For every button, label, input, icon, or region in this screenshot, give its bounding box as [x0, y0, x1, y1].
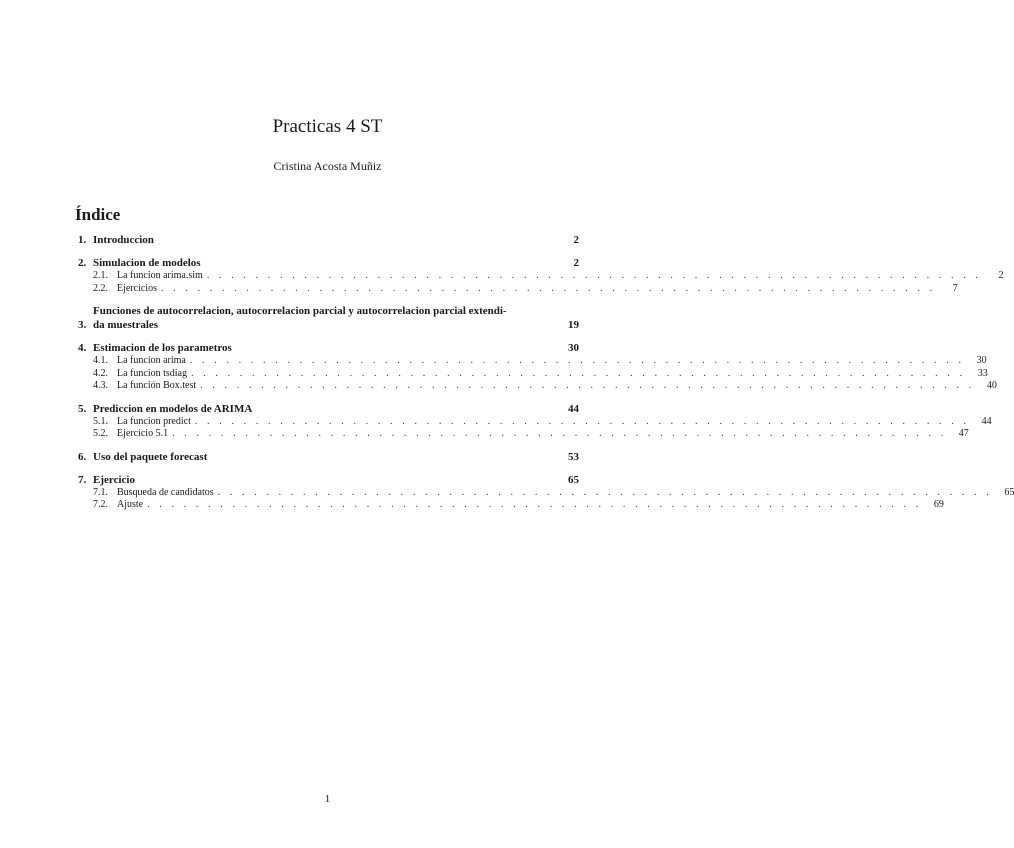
- toc-heading: Índice: [75, 205, 121, 224]
- page-number: 1: [324, 793, 331, 805]
- section-page: 2: [573, 257, 579, 269]
- subsection-page: 7: [952, 282, 958, 294]
- subsection-title: La función Box.test: [117, 380, 197, 391]
- toc-section-5: [78, 402, 992, 441]
- section-title: Introduccion: [93, 234, 154, 246]
- toc-entry[interactable]: [78, 473, 579, 487]
- subsection-number: 2.1.: [93, 270, 108, 281]
- toc-section-3: [78, 304, 579, 332]
- section-title: Prediccion en modelos de ARIMA: [93, 402, 253, 415]
- dot-leader: . . . . . . . . . . . . . . . . . . . . . . . . . . . . . . . . . . . . . . . . . . . . . . . . . . . . . . . . . . . . . . . .: [194, 415, 970, 427]
- subsection-title: Ajuste: [117, 499, 144, 510]
- dot-leader: . . . . . . . . . . . . . . . . . . . . . . . . . . . . . . . . . . . . . . . . . . . . . . . . . . . . . . . . . . . . . . . .: [172, 428, 947, 439]
- subsection-title: Ejercicio 5.1: [117, 428, 169, 439]
- toc-section-1: [78, 233, 579, 247]
- section-number: 6.: [78, 450, 87, 463]
- toc-subentry[interactable]: [78, 428, 969, 441]
- subsection-title: La funcion arima: [117, 355, 186, 366]
- toc-subentry[interactable]: [78, 499, 944, 512]
- subsection-title: Ejercicios: [117, 282, 157, 294]
- document-title: Practicas 4 ST: [272, 116, 383, 137]
- toc-entry[interactable]: [78, 304, 579, 332]
- subsection-page: 69: [933, 499, 944, 510]
- subsection-page: 33: [977, 367, 988, 379]
- dot-leader: . . . . . . . . . . . . . . . . . . . . . . . . . . . . . . . . . . . . . . . . . . . . . . . . . . . . . . . . . . . . . . . .: [147, 499, 922, 510]
- section-number: 4.: [78, 342, 87, 354]
- toc-entry[interactable]: [78, 233, 579, 247]
- subsection-page: 30: [976, 355, 987, 366]
- subsection-page: 44: [981, 415, 992, 427]
- section-number: 5.: [78, 402, 87, 415]
- subsection-number: 7.1.: [93, 486, 108, 498]
- toc-subentry[interactable]: [78, 486, 1014, 500]
- section-title: Simulacion de modelos: [93, 257, 201, 269]
- section-title-line-2: da muestrales: [93, 319, 159, 331]
- toc-entry[interactable]: [78, 341, 579, 355]
- section-title: Estimacion de los parametros: [93, 342, 232, 354]
- subsection-title: La funcion arima.sim: [117, 270, 203, 281]
- toc-entry[interactable]: [78, 450, 579, 464]
- section-page: 53: [568, 450, 579, 463]
- dot-leader: . . . . . . . . . . . . . . . . . . . . . . . . . . . . . . . . . . . . . . . . . . . . . . . . . . . . . . . . . . . . . . . .: [190, 367, 966, 379]
- subsection-page: 40: [986, 380, 997, 391]
- dot-leader: . . . . . . . . . . . . . . . . . . . . . . . . . . . . . . . . . . . . . . . . . . . . . . . . . . . . . . . . . . . . . . . .: [200, 380, 975, 391]
- section-page: 65: [568, 473, 579, 486]
- section-number: 2.: [78, 257, 87, 269]
- dot-leader: . . . . . . . . . . . . . . . . . . . . . . . . . . . . . . . . . . . . . . . . . . . . . . . . . . . . . . . . . . . . . . . .: [189, 355, 965, 366]
- section-title: [93, 304, 560, 332]
- toc-entry[interactable]: [78, 402, 579, 416]
- section-page: 44: [568, 402, 579, 415]
- toc-subentry[interactable]: [78, 380, 997, 393]
- section-number: 1.: [78, 234, 87, 246]
- subsection-number: 5.1.: [93, 415, 108, 427]
- toc-section-4: [78, 341, 997, 393]
- toc-subentry[interactable]: [78, 415, 992, 429]
- section-number: 3.: [78, 319, 87, 331]
- dot-leader: . . . . . . . . . . . . . . . . . . . . . . . . . . . . . . . . . . . . . . . . . . . . . . . . . . . . . . . . . . . . . . . .: [217, 486, 993, 498]
- table-of-contents: [78, 233, 1014, 521]
- subsection-number: 4.1.: [93, 355, 108, 366]
- subsection-title: Busqueda de candidatos: [117, 486, 214, 498]
- toc-entry[interactable]: [78, 256, 579, 270]
- section-title-line-1: Funciones de autocorrelacion, autocorrelacion parcial y autocorrelacion parcial extendi-: [93, 305, 507, 317]
- section-page: 2: [573, 234, 579, 246]
- toc-section-6: [78, 450, 579, 464]
- section-number: 7.: [78, 473, 87, 486]
- subsection-number: 7.2.: [93, 499, 108, 510]
- dot-leader: . . . . . . . . . . . . . . . . . . . . . . . . . . . . . . . . . . . . . . . . . . . . . . . . . . . . . . . . . . . . . . . .: [206, 270, 982, 281]
- section-page: 19: [568, 319, 579, 331]
- subsection-page: 2: [998, 270, 1004, 281]
- section-title: Uso del paquete forecast: [93, 450, 208, 463]
- subsection-number: 5.2.: [93, 428, 108, 439]
- subsection-number: 2.2.: [93, 282, 108, 294]
- dot-leader: . . . . . . . . . . . . . . . . . . . . . . . . . . . . . . . . . . . . . . . . . . . . . . . . . . . . . . . . . . . . . . . .: [160, 282, 936, 294]
- document-author: Cristina Acosta Muñiz: [273, 159, 382, 173]
- subsection-title: La funcion predict: [117, 415, 191, 427]
- toc-subentry[interactable]: [78, 282, 958, 296]
- toc-subentry[interactable]: [78, 367, 988, 381]
- toc-subentry[interactable]: [78, 270, 1004, 283]
- subsection-number: 4.3.: [93, 380, 108, 391]
- section-page: 30: [568, 342, 579, 354]
- subsection-title: La funcion tsdiag: [117, 367, 187, 379]
- toc-section-2: [78, 256, 1004, 295]
- toc-section-7: [78, 473, 1014, 512]
- subsection-number: 4.2.: [93, 367, 108, 379]
- section-title: Ejercicio: [93, 473, 135, 486]
- toc-subentry[interactable]: [78, 355, 987, 368]
- subsection-page: 65: [1004, 486, 1014, 498]
- subsection-page: 47: [958, 428, 969, 439]
